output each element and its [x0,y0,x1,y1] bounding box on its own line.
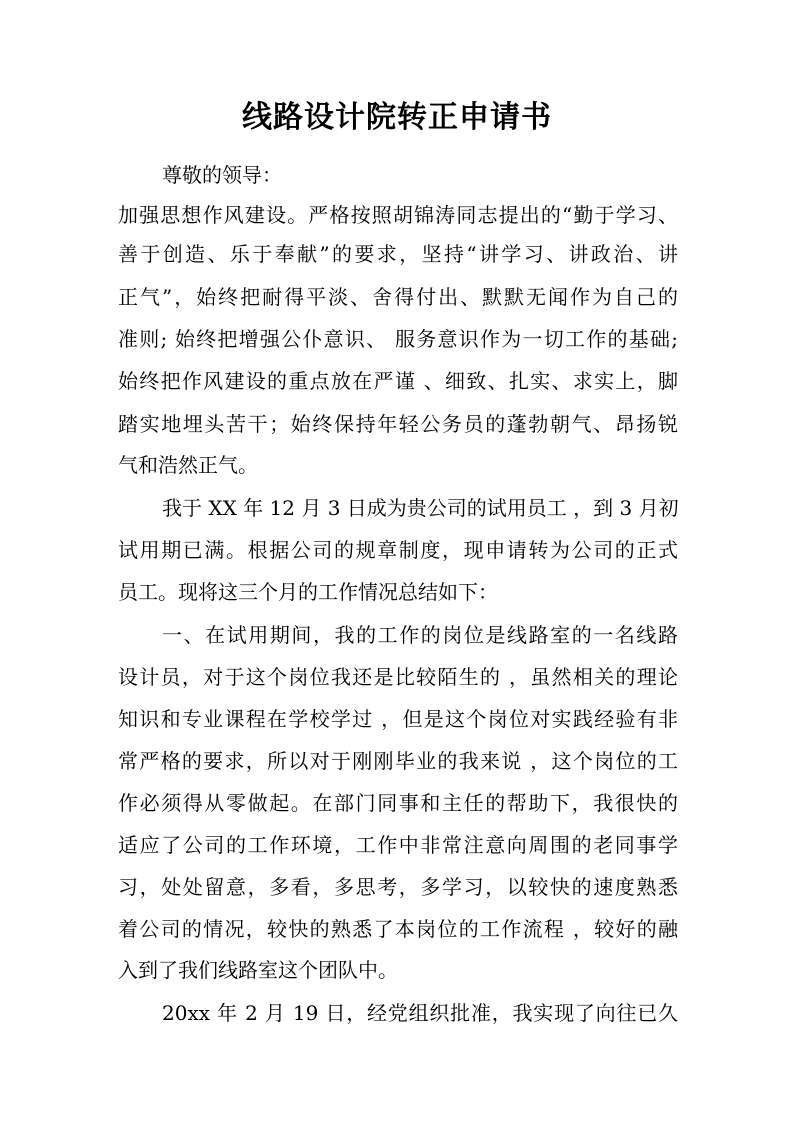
paragraph-line: 试用期已满。根据公司的规章制度，现申请转为公司的正式 [118,538,678,562]
salutation: 尊敬的领导： [162,163,282,187]
document-title: 线路设计院转正申请书 [242,100,552,135]
paragraph-line: 着公司的情况，较快的熟悉了本岗位的工作流程 ，较好的融 [118,917,678,941]
paragraph-line: 20xx 年 2 月 19 日，经党组织批准，我实现了向往已久 [162,1001,678,1025]
paragraph-line: 气和浩然正气。 [118,453,258,477]
paragraph-line: 入到了我们线路室这个团队中。 [118,958,398,982]
paragraph-line: 正气”，始终把耐得平淡、舍得付出、默默无闻作为自己的 [118,285,678,309]
paragraph-line: 加强思想作风建设。严格按照胡锦涛同志提出的“勤于学习、 [118,203,678,227]
paragraph-line: 踏实地埋头苦干；始终保持年轻公务员的蓬勃朝气、昂扬锐 [118,412,678,436]
paragraph-line: 我于 XX 年 12 月 3 日成为贵公司的试用员工 ，到 3 月初 [162,496,679,520]
paragraph-line: 始终把作风建设的重点放在严谨 、细致、扎实、求实上，脚 [118,369,678,393]
paragraph-line: 善于创造、乐于奉献”的要求，坚持“讲学习、讲政治、讲 [118,242,678,266]
paragraph-line: 作必须得从零做起。在部门同事和主任的帮助下，我很快的 [118,791,678,815]
paragraph-line: 一、在试用期间，我的工作的岗位是线路室的一名线路 [162,623,678,647]
paragraph-line: 员工。现将这三个月的工作情况总结如下： [118,580,498,604]
paragraph-line: 习，处处留意，多看，多思考，多学习，以较快的速度熟悉 [118,875,678,899]
paragraph-line: 适应了公司的工作环境，工作中非常注意向周围的老同事学 [118,833,678,857]
paragraph-line: 准则; 始终把增强公仆意识、 服务意识作为一切工作的基础; [118,327,678,351]
paragraph-line: 知识和专业课程在学校学过 ，但是这个岗位对实践经验有非 [118,707,678,731]
paragraph-line: 设计员，对于这个岗位我还是比较陌生的 ，虽然相关的理论 [118,665,678,689]
paragraph-line: 常严格的要求，所以对于刚刚毕业的我来说 ，这个岗位的工 [118,749,678,773]
